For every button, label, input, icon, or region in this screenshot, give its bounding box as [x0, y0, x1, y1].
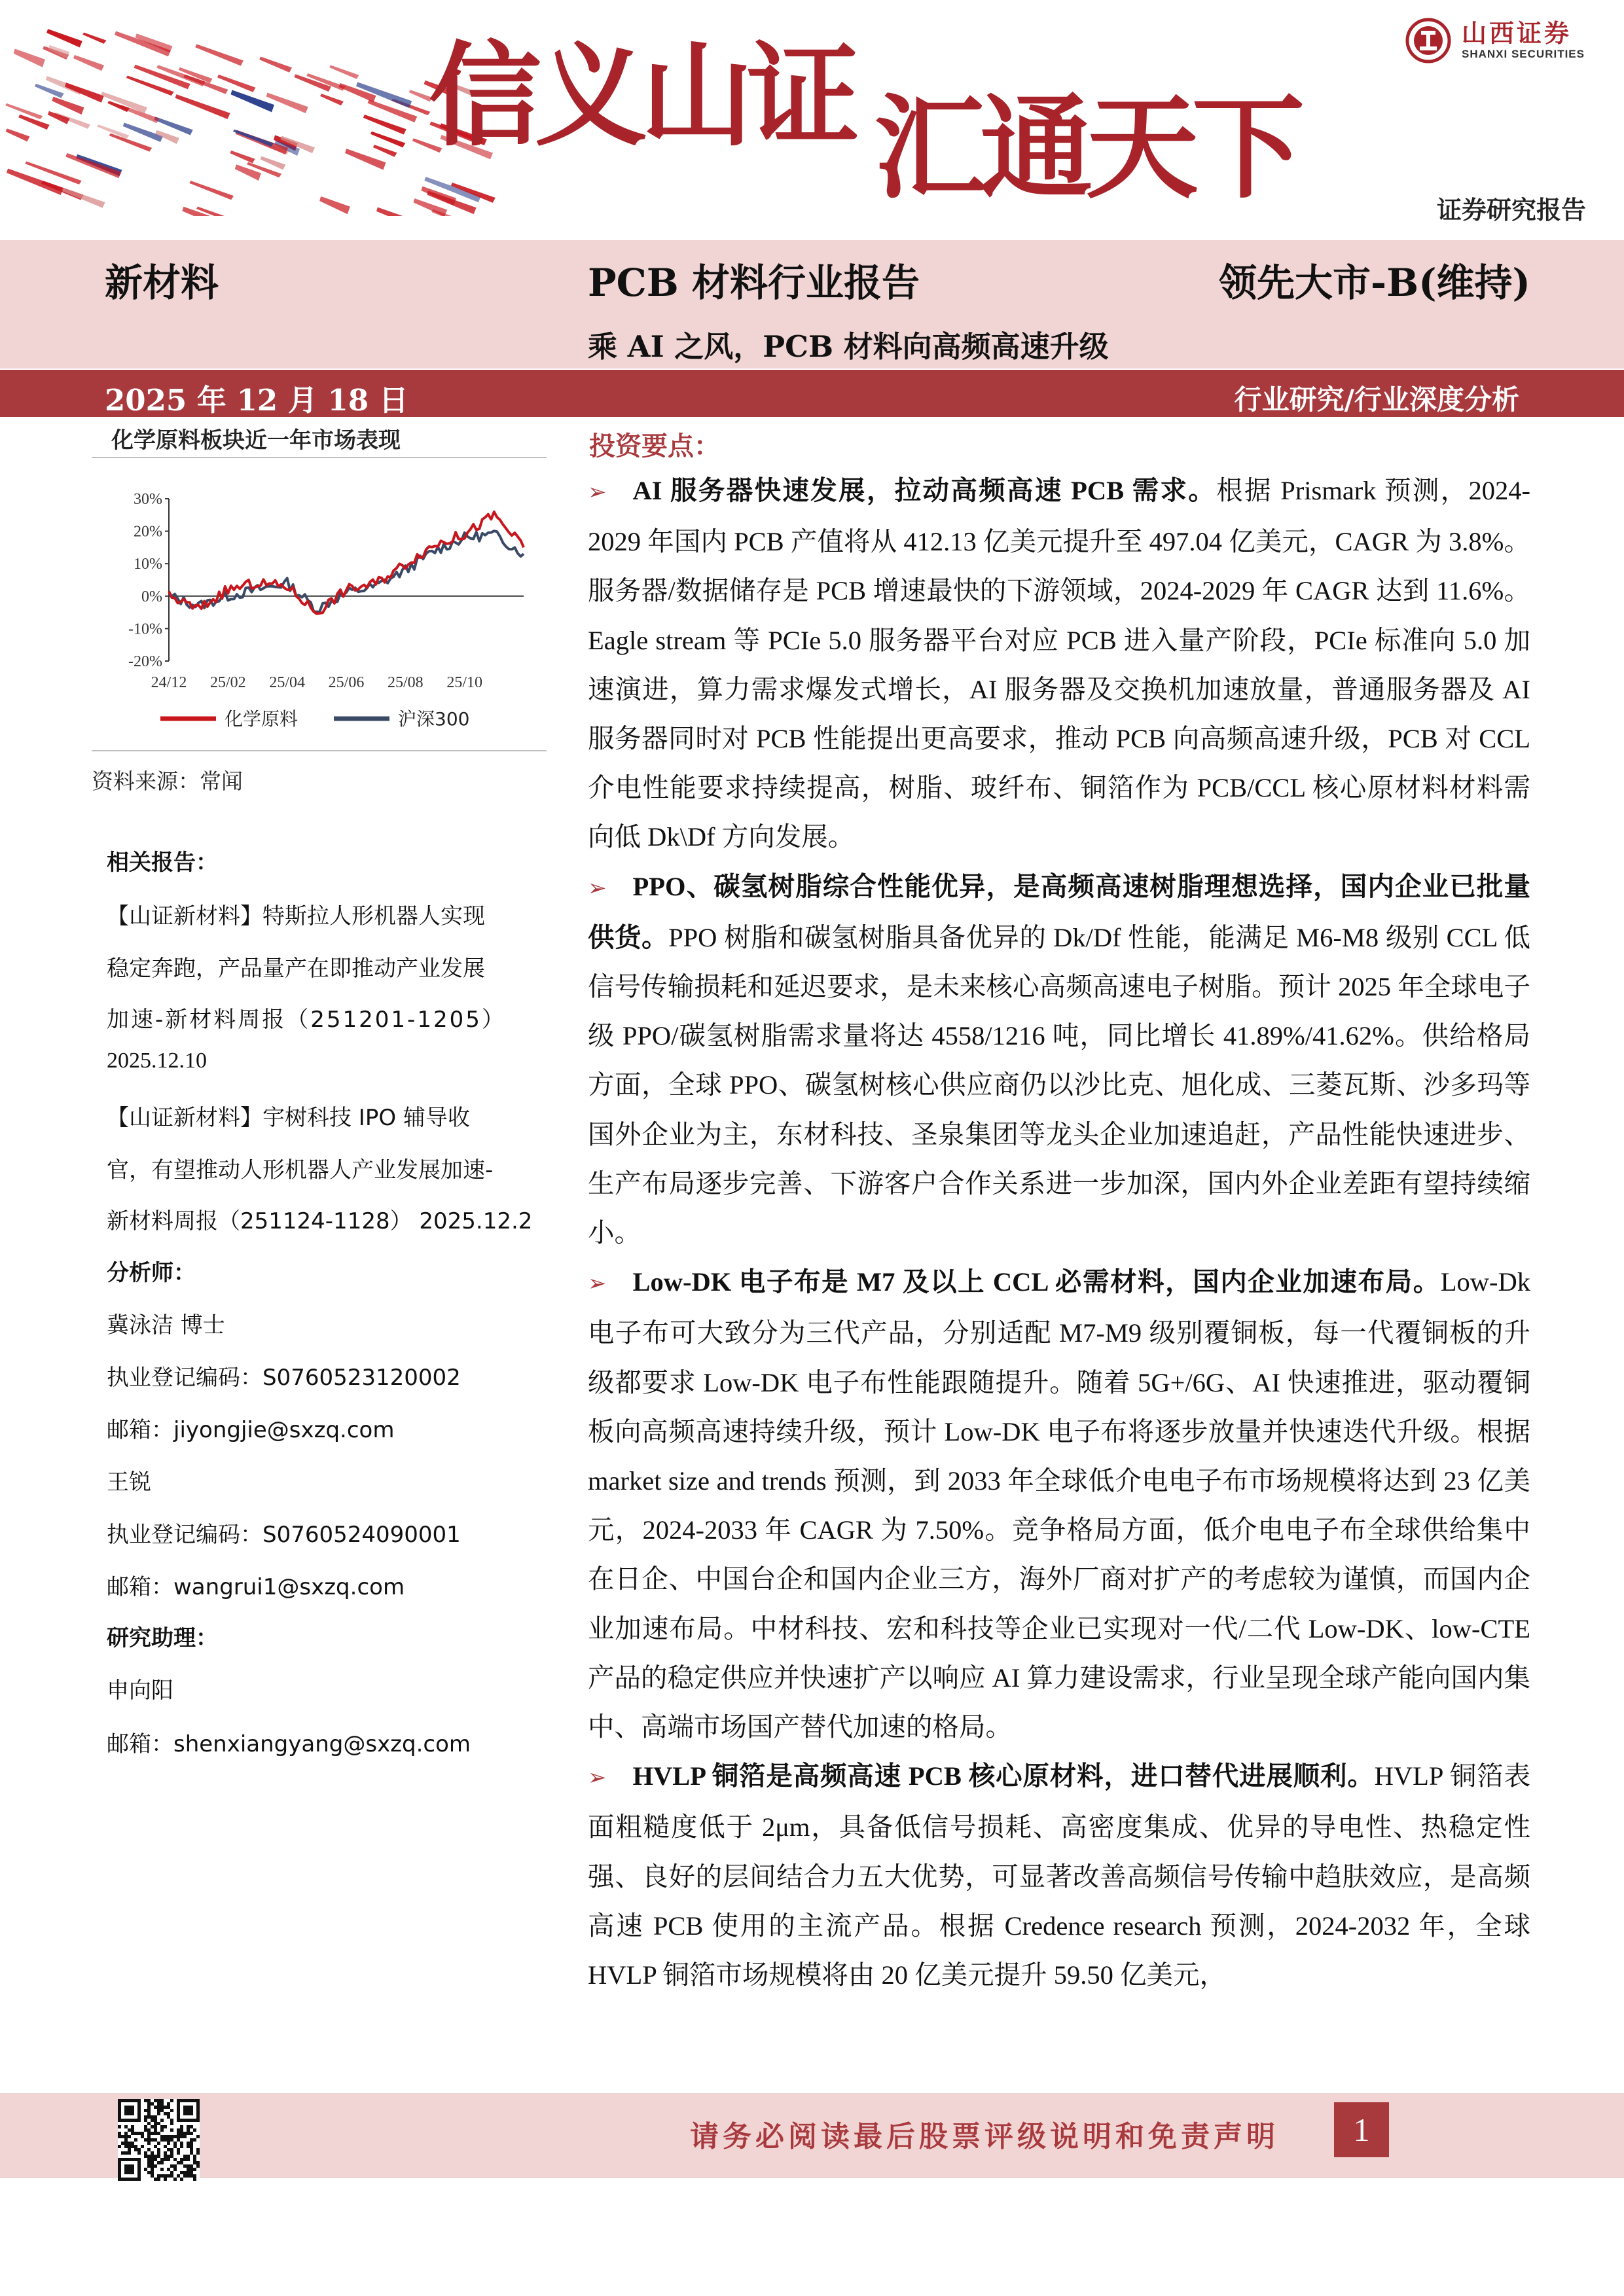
page-number: 1 [1334, 2102, 1389, 2157]
y-tick-label: -20% [128, 653, 162, 670]
related-report-2-line-1[interactable]: 【山证新材料】宇树科技 IPO 辅导收 [107, 1105, 470, 1131]
streak-decoration [73, 55, 104, 71]
x-tick-label: 25/04 [269, 674, 306, 691]
streak-decoration [6, 128, 30, 141]
streak-decoration [320, 94, 344, 105]
streak-decoration [82, 33, 106, 44]
streak-decoration [363, 115, 406, 134]
chart-source: 资料来源：常闻 [92, 768, 243, 794]
streak-decoration [65, 153, 121, 178]
key-point-4-lead: HVLP 铜箔是高频高速 PCB 核心原材料，进口替代进展顺利。 [632, 1761, 1375, 1791]
x-tick-label: 25/08 [387, 674, 424, 691]
sector-label: 新材料 [105, 260, 219, 305]
key-point-2-text: PPO 树脂和碳氢树脂具备优异的 Dk/Df 性能，能满足 M6-M8 级别 CCL 低信号传输损耗和延迟要求，是未来核心高频高速电子树脂。预计 2025 年全球电子级 PPO/碳氢树脂需求量将达 4558/1216 吨，同比增长 41.89%/41.62%。供给格局方面，全球 PPO、碳氢树核心供应商仍以沙比克、旭化成、三菱瓦斯、沙多玛等国外企业为主，东材科技、圣泉集团等龙头企业加速追赶，产品性能快速进步、生产布局逐步完善、下游客户合作关系进一步加深，国内外企业差距有望持续缩小。 [588, 922, 1530, 1248]
x-tick-label: 25/10 [446, 674, 483, 691]
market-performance-chart [92, 457, 547, 751]
y-tick-label: -10% [128, 620, 162, 638]
slogan-right: 汇通天下 [874, 81, 1298, 214]
analyst-2-email[interactable]: 邮箱：wangrui1@sxzq.com [107, 1574, 405, 1600]
analyst-2-cert: 执业登记编码：S0760524090001 [107, 1522, 461, 1548]
assistant-heading: 研究助理： [107, 1625, 218, 1651]
analyst-heading: 分析师： [107, 1260, 196, 1286]
chart-svg [92, 458, 547, 750]
streak-decoration [230, 151, 255, 163]
key-point-4-text: HVLP 铜箔表面粗糙度低于 2μm，具备低信号损耗、高密度集成、优异的导电性、热稳定性强、良好的层间结合力五大优势，可显著改善高频信号传输中趋肤效应，是高频高速 PCB 使用的主流产品。根据 Credence research 预测，2024-2032 年，全球 HVLP 铜箔市场规模将由 20 亿美元提升 59.50 亿美元， [588, 1761, 1530, 1990]
streak-decoration [52, 97, 84, 115]
report-title: PCB 材料行业报告 [588, 260, 920, 305]
logo-name-cn: 山西证券 [1462, 19, 1572, 48]
streak-decoration [60, 187, 105, 208]
disclaimer-notice[interactable]: 请务必阅读最后股票评级说明和免责声明 [690, 2120, 1279, 2153]
assistant-email[interactable]: 邮箱：shenxiangyang@sxzq.com [107, 1731, 471, 1757]
related-report-2-line-3[interactable]: 新材料周报（251124-1128） 2025.12.2 [107, 1208, 533, 1234]
key-point-1-lead: AI 服务器快速发展，拉动高频高速 PCB 需求。 [632, 476, 1217, 505]
header-banner [0, 0, 1624, 239]
key-point-4 [588, 1751, 1530, 2000]
key-point-1 [588, 466, 1530, 862]
legend-label: 沪深300 [398, 708, 470, 730]
logo-text [1462, 20, 1585, 61]
analyst-1-name: 冀泳洁 博士 [107, 1312, 225, 1338]
streak-decoration [345, 149, 386, 170]
y-tick-label: 0% [141, 588, 162, 605]
logo-name-en: SHANXI SECURITIES [1462, 47, 1585, 60]
report-type-label: 证券研究报告 [1436, 196, 1586, 224]
slogan-left: 信义山证 [429, 29, 853, 162]
related-report-1-line-1[interactable]: 【山证新材料】特斯拉人形机器人实现 [107, 903, 485, 929]
streak-decoration [376, 207, 427, 216]
related-report-2-line-2[interactable]: 官，有望推动人形机器人产业发展加速- [107, 1157, 494, 1183]
bullet-arrow-icon: ➢ [588, 874, 607, 901]
chart-title: 化学原料板块近一年市场表现 [111, 427, 401, 454]
streak-decoration [319, 196, 350, 214]
key-point-2 [588, 862, 1530, 1258]
streak-decoration [175, 94, 230, 119]
analyst-2-name: 王锐 [107, 1469, 151, 1496]
assistant-name: 申向阳 [107, 1677, 173, 1704]
report-date: 2025 年 12 月 18 日 [105, 383, 408, 418]
analyst-1-email[interactable]: 邮箱：jiyongjie@sxzq.com [107, 1417, 395, 1443]
series-line-chemical [169, 512, 524, 614]
key-points-body [588, 466, 1530, 2000]
analyst-1-cert: 执业登记编码：S0760523120002 [107, 1365, 461, 1391]
key-point-3 [588, 1257, 1530, 1751]
streak-decoration [48, 111, 70, 124]
key-point-3-text: Low-Dk 电子布可大致分为三代产品，分别适配 M7-M9 级别覆铜板，每一代覆铜板的升级都要求 Low-DK 电子布性能跟随提升。随着 5G+/6G、AI 快速推进，驱动覆铜板向高频高速持续升级，预计 Low-DK 电子布将逐步放量并快速迭代升级。根据 market size and trends 预测，到 2033 年全球低介电电子布市场规模将达到 23 亿美元，2024-2033 年 CAGR 为 7.50%。竞争格局方面，低介电电子布全球供给集中在日企、中国台企和国内企业三方，海外厂商对扩产的考虑较为谨慎，而国内企业加速布局。中材科技、宏和科技等企业已实现对一代/二代 Low-DK、low-CTE 产品的稳定供应并快速扩产以响应 AI 算力建设需求，行业呈现全球产能向国内集中、高端市场国产替代加速的格局。 [588, 1267, 1530, 1742]
streak-decoration [65, 82, 104, 103]
streak-decoration [266, 93, 308, 113]
key-point-2-lead: PPO、碳氢树脂综合性能优异，是高频高速树脂理想选择，国内企业已批量供货。 [588, 871, 1530, 952]
streak-decoration [189, 181, 234, 200]
streak-decoration [233, 130, 274, 147]
legend-label: 化学原料 [225, 708, 298, 730]
company-logo [1405, 14, 1585, 67]
y-tick-label: 20% [134, 523, 162, 541]
x-tick-label: 24/12 [151, 674, 187, 691]
streak-decoration [329, 65, 359, 79]
x-tick-label: 25/06 [328, 674, 365, 691]
related-reports-heading: 相关报告： [107, 850, 218, 876]
streak-decoration [428, 215, 482, 216]
bullet-arrow-icon: ➢ [588, 1765, 607, 1791]
key-points-heading: 投资要点： [589, 431, 720, 461]
qr-code-icon[interactable] [118, 2099, 200, 2181]
report-subtitle: 乘 AI 之风，PCB 材料向高频高速升级 [588, 329, 1109, 364]
streak-decoration [46, 29, 82, 47]
logo-mark-icon [1405, 18, 1451, 63]
streak-decoration [373, 145, 397, 157]
streak-decoration [14, 49, 45, 67]
streak-decoration [109, 134, 153, 152]
streak-decoration [259, 56, 292, 72]
y-tick-label: 30% [134, 491, 162, 508]
bullet-arrow-icon: ➢ [588, 1270, 607, 1297]
streak-decoration [370, 132, 405, 148]
related-report-1-date: 2025.12.10 [107, 1049, 207, 1073]
bullet-arrow-icon: ➢ [588, 479, 607, 505]
related-report-1-line-2[interactable]: 稳定奔跑，产品量产在即推动产业发展 [107, 956, 485, 982]
key-point-1-text: 根据 Prismark 预测，2024-2029 年国内 PCB 产值将从 412.13 亿美元提升至 497.04 亿美元，CAGR 为 3.8%。服务器/数据储存是 PCB 增速最快的下游领域，2024-2029 年 CAGR 达到 11.6%。Eagle stream 等 PCIe 5.0 服务器平台对应 PCB 进入量产阶段，PCIe 标准向 5.0 加速演进，算力需求爆发式增长，AI 服务器及交换机加速放量，普通服务器及 AI 服务器同时对 PCB 性能提出更高要求，推动 PCB 向高频高速升级，PCB 对 CCL 介电性能要求持续提高，树脂、玻纤布、铜箔作为 PCB/CCL 核心原材料材料需向低 Dk\Df 方向发展。 [588, 476, 1530, 852]
rating-label: 领先大市-B(维持) [1219, 260, 1530, 305]
red-streaks-decoration [0, 0, 497, 216]
streak-decoration [195, 44, 244, 65]
streak-decoration [413, 198, 447, 216]
report-category: 行业研究/行业深度分析 [1234, 384, 1519, 416]
x-tick-label: 25/02 [209, 674, 246, 691]
related-report-1-line-3[interactable]: 加速-新材料周报（251201-1205） [107, 1007, 506, 1033]
y-tick-label: 10% [134, 556, 162, 573]
key-point-3-lead: Low-DK 电子布是 M7 及以上 CCL 必需材料，国内企业加速布局。 [632, 1267, 1441, 1297]
